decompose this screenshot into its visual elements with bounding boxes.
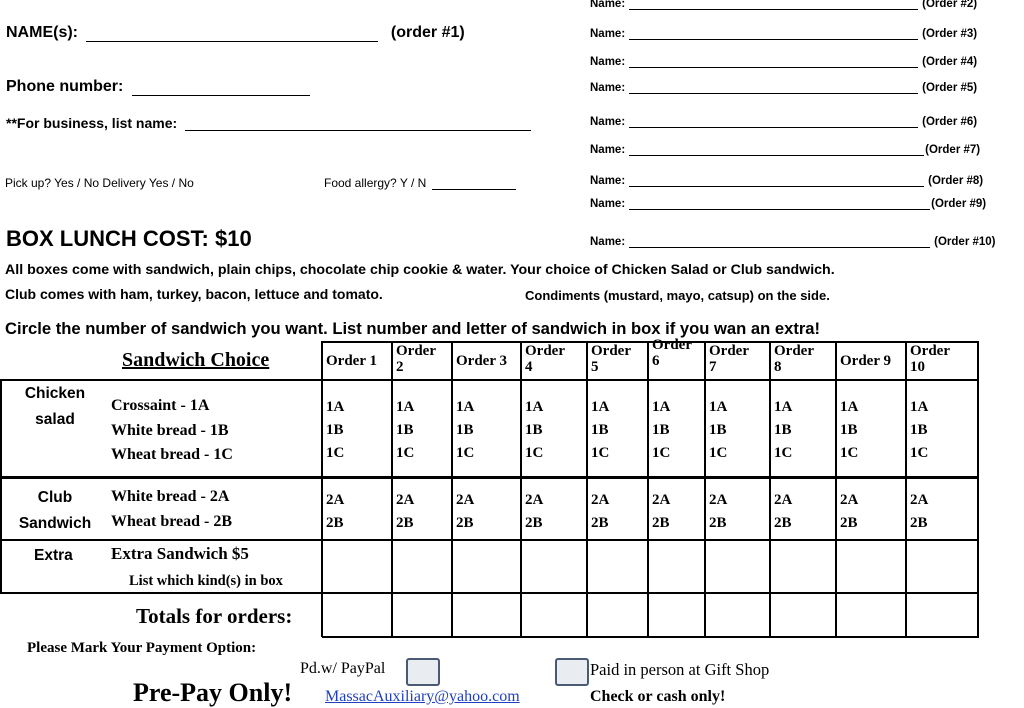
grid-line — [0, 476, 979, 479]
grid-line — [0, 592, 979, 594]
club-codes[interactable]: 2A 2B — [591, 492, 610, 531]
names-label: NAME(s): — [6, 24, 78, 41]
giftshop-checkbox[interactable] — [555, 658, 589, 686]
condiments-text: Condiments (mustard, mayo, catsup) on the side. — [525, 288, 830, 303]
grid-line — [769, 341, 771, 637]
order1-tag: (order #1) — [390, 24, 465, 41]
grid-line — [451, 341, 453, 637]
club-codes[interactable]: 2A 2B — [525, 492, 544, 531]
option-2b: Wheat bread - 2B — [111, 512, 233, 530]
name-row: Name: (Order #7) — [590, 144, 981, 156]
grid-line — [586, 341, 588, 637]
phone-line[interactable] — [132, 79, 310, 96]
phone-field — [6, 78, 310, 96]
chicken-salad-label: Chicken salad — [24, 385, 86, 428]
chicken-codes[interactable]: 1A 1B 1C — [591, 399, 610, 461]
chicken-options — [111, 394, 233, 468]
grid-line — [0, 379, 979, 381]
name-line[interactable] — [629, 116, 918, 128]
name-row: Name: (Order #2) — [590, 0, 978, 10]
order-header: Order 2 — [396, 343, 436, 375]
club-codes[interactable]: 2A 2B — [456, 492, 475, 531]
club-codes[interactable]: 2A 2B — [652, 492, 671, 531]
club-codes[interactable]: 2A 2B — [910, 492, 929, 531]
order-header: Order 8 — [774, 343, 814, 375]
name-line[interactable] — [629, 56, 918, 68]
name-row: Name: (Order #10) — [590, 236, 996, 248]
club-sandwich-label: Club Sandwich — [18, 489, 92, 532]
chicken-codes[interactable]: 1A 1B 1C — [774, 399, 793, 461]
names-field — [6, 24, 465, 42]
extra-sandwich-title: Extra Sandwich $5 — [111, 544, 249, 563]
grid-line — [835, 341, 837, 637]
business-line[interactable] — [185, 116, 531, 131]
allergy-field — [324, 176, 516, 190]
grid-line — [322, 636, 979, 638]
allergy-label: Food allergy? Y / N — [324, 176, 427, 190]
allergy-line[interactable] — [432, 177, 516, 190]
name-row: Name: (Order #3) — [590, 28, 978, 40]
order-header: Order 7 — [709, 343, 749, 375]
email-link[interactable]: MassacAuxiliary@yahoo.com — [325, 688, 520, 705]
delivery-label: Delivery Yes / No — [102, 176, 194, 190]
order-header: Order 4 — [525, 343, 565, 375]
option-2a: White bread - 2A — [111, 488, 230, 505]
option-1a: Crossaint - 1A — [111, 397, 210, 414]
name-row: Name: (Order #6) — [590, 116, 978, 128]
grid-line — [905, 341, 907, 637]
grid-line — [321, 341, 323, 637]
name-line[interactable] — [629, 236, 930, 248]
name-row: Name: (Order #9) — [590, 198, 987, 210]
giftshop-label: Paid in person at Gift Shop — [590, 660, 770, 679]
option-1b: White bread - 1B — [111, 421, 229, 439]
check-cash-note: Check or cash only! — [590, 688, 726, 705]
name-line[interactable] — [629, 28, 918, 40]
grid-line — [704, 341, 706, 637]
business-field — [6, 115, 531, 131]
phone-label: Phone number: — [6, 78, 124, 95]
includes-text: All boxes come with sandwich, plain chips, chocolate chip cookie & water. Your choice of Chicken Salad or Club sandwich. — [5, 262, 835, 278]
chicken-codes[interactable]: 1A 1B 1C — [709, 399, 728, 461]
extra-label: Extra — [34, 547, 73, 564]
chicken-codes[interactable]: 1A 1B 1C — [525, 399, 544, 461]
chicken-codes[interactable]: 1A 1B 1C — [840, 399, 859, 461]
box-lunch-cost: BOX LUNCH COST: $10 — [6, 226, 252, 251]
chicken-codes[interactable]: 1A 1B 1C — [326, 399, 345, 461]
grid-line — [647, 341, 649, 637]
pickup-label: Pick up? Yes / No — [5, 176, 100, 190]
order-header: Order 1 — [326, 353, 377, 369]
grid-line — [0, 379, 2, 594]
instruction-text: Circle the number of sandwich you want. List number and letter of sandwich in box if you wan an extra! — [5, 319, 821, 338]
name-line[interactable] — [629, 198, 930, 210]
order-header: Order 10 — [910, 343, 950, 375]
chicken-codes[interactable]: 1A 1B 1C — [910, 399, 929, 461]
name-line[interactable] — [629, 82, 918, 94]
paypal-checkbox[interactable] — [406, 658, 440, 686]
option-1c: Wheat bread - 1C — [111, 446, 233, 463]
payment-heading: Please Mark Your Payment Option: — [27, 640, 257, 656]
club-text: Club comes with ham, turkey, bacon, lettuce and tomato. — [5, 286, 383, 302]
club-codes[interactable]: 2A 2B — [840, 492, 859, 531]
club-codes[interactable]: 2A 2B — [326, 492, 345, 531]
chicken-codes[interactable]: 1A 1B 1C — [652, 399, 671, 461]
name-row: Name: (Order #5) — [590, 82, 978, 94]
grid-line — [0, 539, 979, 541]
order-header: Order 6 — [652, 337, 692, 369]
sandwich-choice-title: Sandwich Choice — [122, 349, 270, 371]
grid-line — [977, 341, 979, 637]
name-row: Name: (Order #8) — [590, 175, 984, 187]
grid-line — [391, 341, 393, 637]
chicken-codes[interactable]: 1A 1B 1C — [396, 399, 415, 461]
club-options — [111, 485, 232, 534]
name-line[interactable] — [629, 144, 924, 156]
grid-line — [520, 341, 522, 637]
pickup-text — [5, 176, 194, 190]
order-header: Order 3 — [456, 353, 507, 369]
paypal-label: Pd.w/ PayPal — [300, 660, 386, 677]
business-label: **For business, list name: — [6, 115, 178, 131]
club-codes[interactable]: 2A 2B — [396, 492, 415, 531]
names-line[interactable] — [86, 25, 378, 42]
name-line[interactable] — [629, 0, 918, 10]
club-codes[interactable]: 2A 2B — [709, 492, 728, 531]
order-header: Order 9 — [840, 353, 891, 369]
extra-sandwich-note: List which kind(s) in box — [129, 573, 283, 589]
chicken-codes[interactable]: 1A 1B 1C — [456, 399, 475, 461]
name-row: Name: (Order #4) — [590, 56, 978, 68]
name-line[interactable] — [629, 175, 924, 187]
club-codes[interactable]: 2A 2B — [774, 492, 793, 531]
prepay-notice: Pre-Pay Only! — [133, 678, 293, 707]
order-header: Order 5 — [591, 343, 631, 375]
totals-label: Totals for orders: — [136, 604, 293, 628]
